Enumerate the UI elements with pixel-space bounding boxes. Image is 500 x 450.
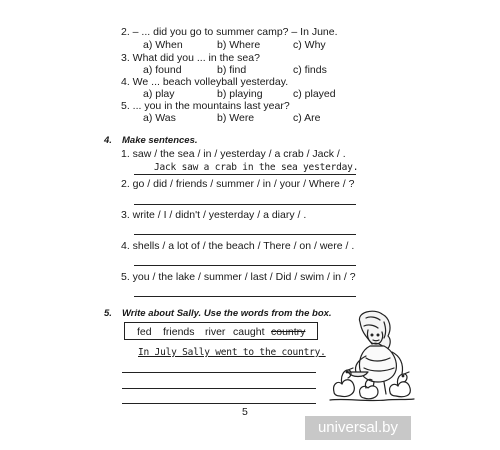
task-4-answer-1: Jack saw a crab in the sea yesterday. bbox=[154, 162, 359, 173]
task-4-prompt-4: 4. shells / a lot of / the beach / There / on / were / . bbox=[121, 240, 355, 252]
question-2-option-c: c) Why bbox=[293, 39, 326, 51]
word-box-item: fed bbox=[137, 326, 152, 338]
task-5-number: 5. bbox=[104, 308, 112, 319]
question-5-option-b: b) Were bbox=[217, 112, 255, 124]
sally-line-2[interactable] bbox=[122, 388, 316, 389]
answer-line-1 bbox=[134, 174, 356, 175]
page-number: 5 bbox=[242, 406, 248, 418]
answer-line-2[interactable] bbox=[134, 204, 356, 205]
question-3-option-c: c) finds bbox=[293, 64, 327, 76]
word-box bbox=[124, 322, 318, 340]
task-4-prompt-1: 1. saw / the sea / in / yesterday / a crab / Jack / . bbox=[121, 148, 346, 160]
watermark: universal.by bbox=[305, 416, 411, 440]
task-4-prompt-5: 5. you / the lake / summer / last / Did / swim / in / ? bbox=[121, 271, 356, 283]
sally-line-3[interactable] bbox=[122, 403, 316, 404]
question-4-stem: 4. We ... beach volleyball yesterday. bbox=[121, 76, 289, 88]
task-5-title: Write about Sally. Use the words from the box. bbox=[122, 308, 332, 319]
question-5-stem: 5. ... you in the mountains last year? bbox=[121, 100, 290, 112]
answer-line-3[interactable] bbox=[134, 234, 356, 235]
question-4-option-c: c) played bbox=[293, 88, 336, 100]
question-3-option-b: b) find bbox=[217, 64, 247, 76]
question-2-option-b: b) Where bbox=[217, 39, 261, 51]
question-5-option-a: a) Was bbox=[143, 112, 176, 124]
question-3-option-a: a) found bbox=[143, 64, 182, 76]
task-4-title: Make sentences. bbox=[122, 135, 198, 146]
task-5-example: In July Sally went to the country. bbox=[138, 347, 326, 358]
sally-line-1[interactable] bbox=[122, 372, 316, 373]
word-box-item: river bbox=[205, 326, 226, 338]
question-2-option-a: a) When bbox=[143, 39, 183, 51]
girl-feeding-ducks-icon bbox=[326, 308, 416, 404]
word-box-item: friends bbox=[163, 326, 195, 338]
question-2-stem: 2. – ... did you go to summer camp? – In June. bbox=[121, 26, 338, 38]
task-4-prompt-2: 2. go / did / friends / summer / in / your / Where / ? bbox=[121, 178, 355, 190]
question-4-option-a: a) play bbox=[143, 88, 175, 100]
word-box-item-crossed: country bbox=[271, 326, 306, 338]
task-4-number: 4. bbox=[104, 135, 112, 146]
answer-line-5[interactable] bbox=[134, 296, 356, 297]
word-box-item: caught bbox=[233, 326, 265, 338]
question-4-option-b: b) playing bbox=[217, 88, 263, 100]
question-3-stem: 3. What did you ... in the sea? bbox=[121, 52, 260, 64]
answer-line-4[interactable] bbox=[134, 265, 356, 266]
question-5-option-c: c) Are bbox=[293, 112, 321, 124]
task-4-prompt-3: 3. write / I / didn't / yesterday / a diary / . bbox=[121, 209, 307, 221]
